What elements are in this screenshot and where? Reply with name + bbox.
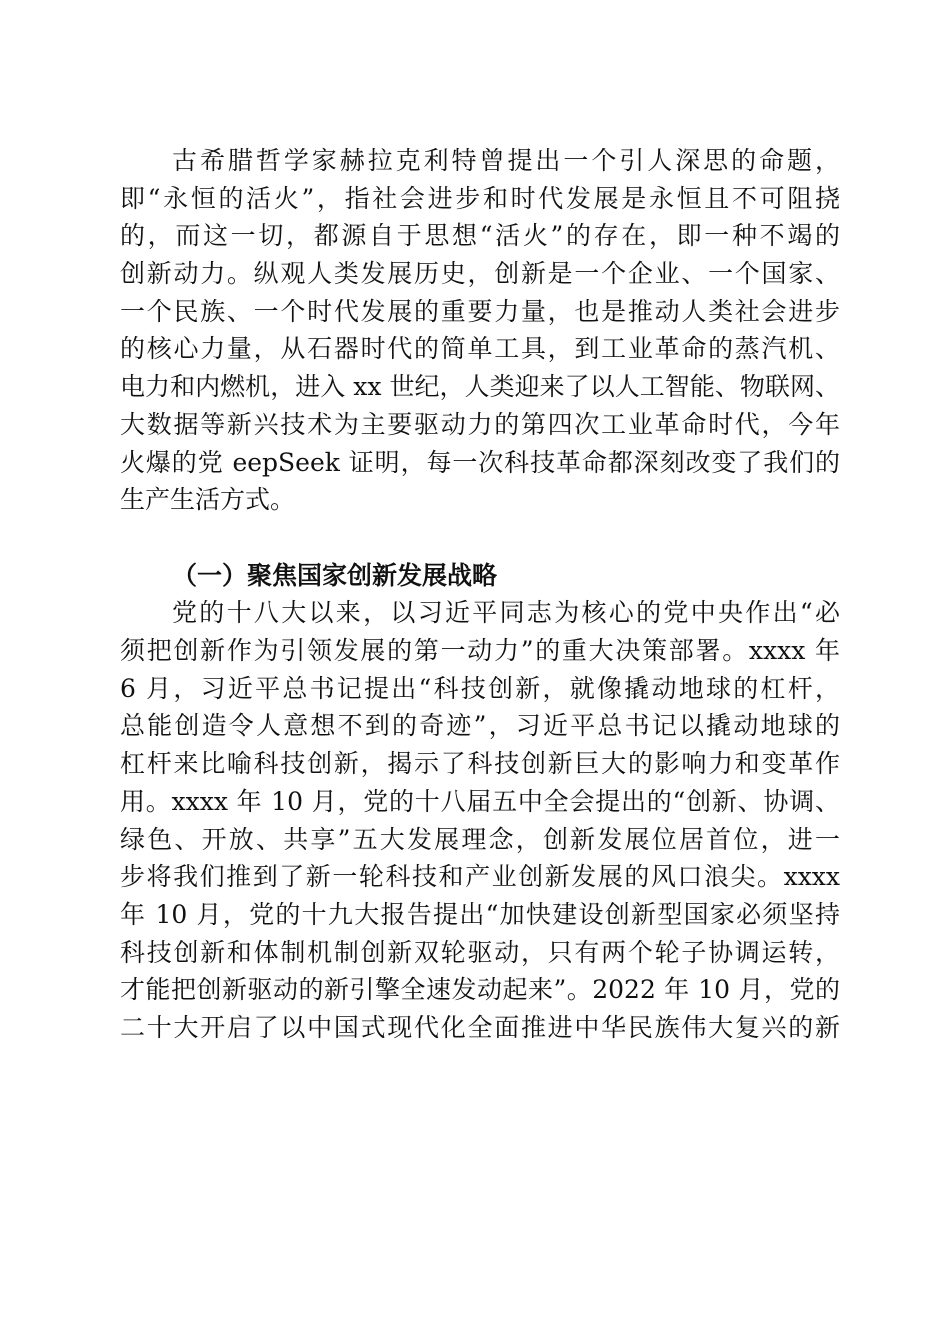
- paragraph-line: 的，而这一切，都源自于思想“活火”的存在，即一种不竭的: [120, 221, 840, 251]
- paragraph-line: 古希腊哲学家赫拉克利特曾提出一个引人深思的命题，: [172, 146, 840, 175]
- paragraph-line: 电力和内燃机，进入 xx 世纪，人类迎来了以人工智能、物联网、: [120, 372, 840, 402]
- paragraph-line: 火爆的党 eepSeek 证明，每一次科技革命都深刻改变了我们的: [120, 447, 840, 477]
- paragraph-line: 科技创新和体制机制创新双轮驱动，只有两个轮子协调运转，: [120, 937, 840, 967]
- section-heading-container: [120, 557, 840, 595]
- paragraph-line: 的核心力量，从石器时代的简单工具，到工业革命的蒸汽机、: [120, 334, 840, 364]
- paragraph-line: 杠杆来比喻科技创新，揭示了科技创新巨大的影响力和变革作: [120, 749, 840, 779]
- paragraph-strategy: [120, 594, 840, 1046]
- section-heading: （一）聚焦国家创新发展战略: [172, 560, 498, 590]
- paragraph-line: 总能创造令人意想不到的奇迹”，习近平总书记以撬动地球的: [120, 711, 840, 741]
- paragraph-line: 绿色、开放、共享”五大发展理念，创新发展位居首位，进一: [120, 824, 840, 854]
- paragraph-line: 年 10 月，党的十九大报告提出“加快建设创新型国家必须坚持: [120, 899, 840, 929]
- paragraph-intro: [120, 142, 840, 519]
- paragraph-line: 大数据等新兴技术为主要驱动力的第四次工业革命时代，今年: [120, 409, 840, 439]
- paragraph-line: 即“永恒的活火”，指社会进步和时代发展是永恒且不可阻挠: [120, 183, 840, 213]
- paragraph-line: 6 月，习近平总书记提出“科技创新，就像撬动地球的杠杆，: [120, 673, 840, 703]
- paragraph-line: 生产生活方式。: [120, 485, 296, 515]
- paragraph-line: 二十大开启了以中国式现代化全面推进中华民族伟大复兴的新: [120, 1012, 840, 1042]
- paragraph-line: 创新动力。纵观人类发展历史，创新是一个企业、一个国家、: [120, 259, 840, 289]
- paragraph-line: 才能把创新驱动的新引擎全速发动起来”。2022 年 10 月，党的: [120, 975, 840, 1005]
- paragraph-line: 须把创新作为引领发展的第一动力”的重大决策部署。xxxx 年: [120, 636, 840, 666]
- paragraph-line: 用。xxxx 年 10 月，党的十八届五中全会提出的“创新、协调、: [120, 786, 840, 816]
- paragraph-line: 步将我们推到了新一轮科技和产业创新发展的风口浪尖。xxxx: [120, 862, 840, 892]
- paragraph-line: 一个民族、一个时代发展的重要力量，也是推动人类社会进步: [120, 296, 840, 326]
- paragraph-line: 党的十八大以来，以习近平同志为核心的党中央作出“必: [172, 598, 840, 628]
